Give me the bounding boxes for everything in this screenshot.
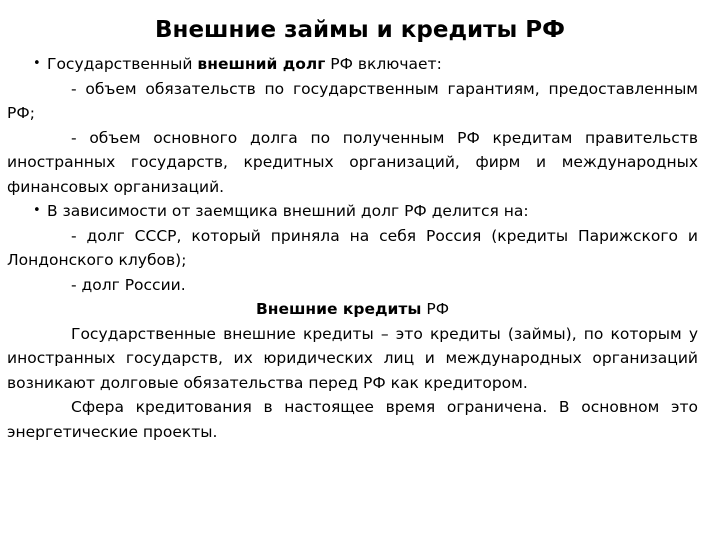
section-heading-bold: Внешние кредиты xyxy=(255,300,422,318)
bullet-item-external-debt xyxy=(7,52,698,77)
paragraph-credit-scope: Сфера кредитования в настоящее время ограничена. В основном это энергетические проекты. xyxy=(7,398,698,441)
page-title: Внешние займы и кредиты РФ xyxy=(155,17,565,43)
list-item-ussr-debt: - долг СССР, который приняла на себя Россия (кредиты Парижского и Лондонского клубов); xyxy=(7,226,698,269)
list-item-guarantees: - объем обязательств по государственным гарантиям, предоставленным РФ; xyxy=(7,79,698,122)
bullet-text: В зависимости от заемщика внешний долг РФ делится на: xyxy=(47,202,529,220)
list-item-russia-debt: - долг России. xyxy=(71,275,186,294)
bullet-text-suffix: РФ включает: xyxy=(325,55,442,73)
bullet-text-bold: внешний долг xyxy=(197,55,326,73)
list-item-principal-debt: - объем основного долга по полученным РФ кредитам правительств иностранных государств, кредитных организаций, фирм и международных финансовых организаций. xyxy=(7,128,698,196)
bullet-item-debt-division xyxy=(7,199,698,224)
bullet-icon: • xyxy=(33,203,41,218)
slide-body xyxy=(7,52,698,444)
bullet-icon: • xyxy=(33,56,41,71)
section-heading-suffix: РФ xyxy=(421,300,450,318)
bullet-text-prefix: Государственный xyxy=(47,55,198,73)
paragraph-external-credits: Государственные внешние кредиты – это кредиты (займы), по которым у иностранных государств, их юридических лиц и международных организаций возникают долговые обязательства перед РФ как кредитором. xyxy=(7,324,698,392)
section-heading xyxy=(7,297,698,322)
